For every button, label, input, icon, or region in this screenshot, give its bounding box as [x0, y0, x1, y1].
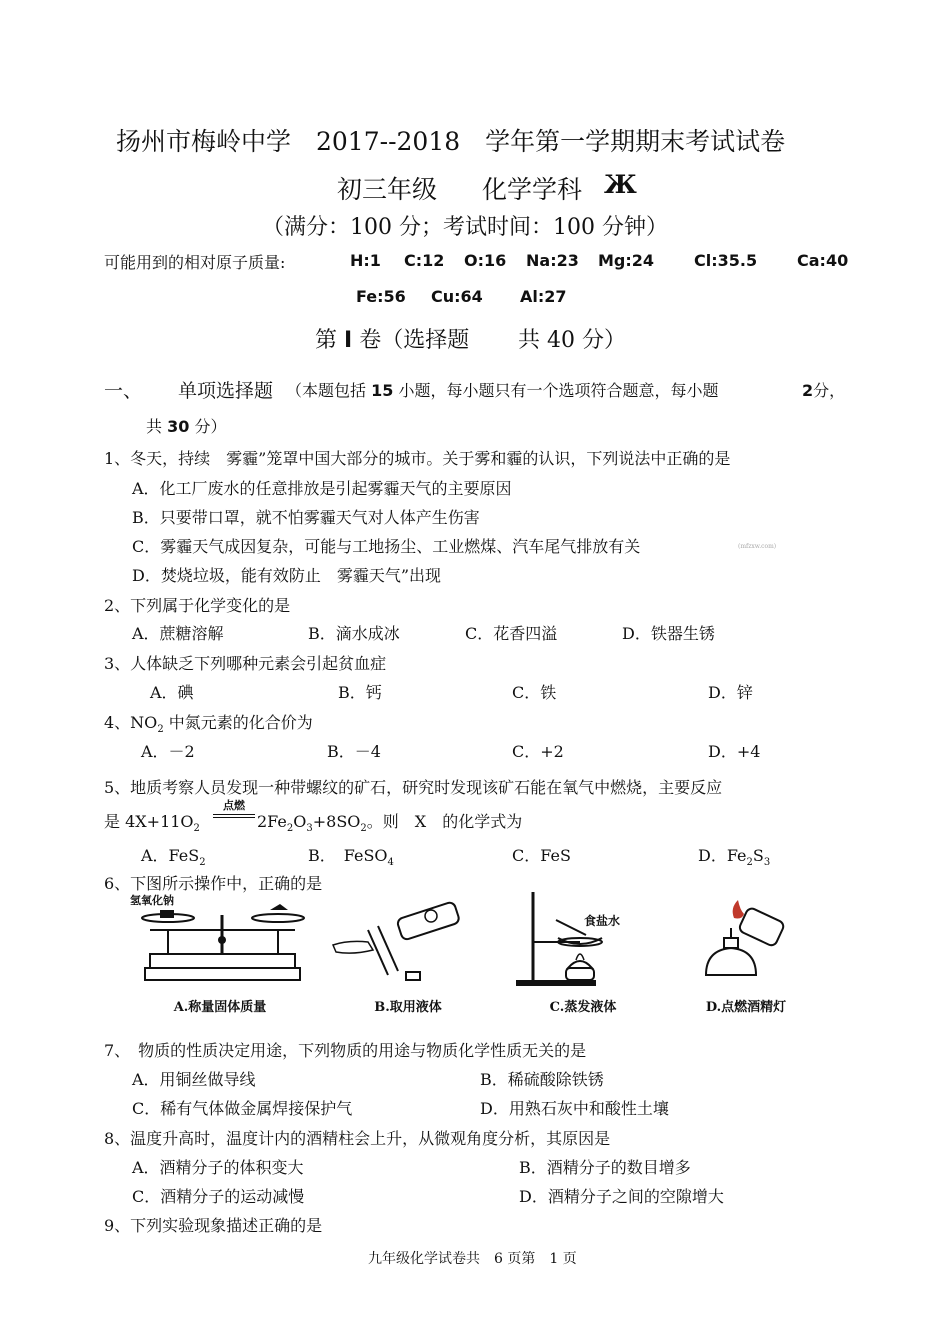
subject-label: 化学学科 — [482, 175, 583, 204]
q1-stem: 1、冬天，持续 雾霾”笼罩中国大部分的城市。关于雾和霾的认识，下列说法中正确的是 — [104, 449, 731, 468]
section-total: 共 40 分） — [518, 328, 626, 353]
q3-stem: 3、人体缺乏下列哪种元素会引起贫血症 — [104, 654, 387, 673]
header-mark: Ж — [604, 170, 637, 199]
section-title: 第 I 卷（选择题 — [315, 328, 470, 353]
grade-label: 初三年级 — [337, 175, 438, 204]
pour-liquid-icon — [328, 890, 488, 990]
part-name: 单项选择题 — [178, 380, 274, 402]
atomic-mass-al: Al:27 — [520, 287, 567, 306]
atomic-mass-c: C:12 — [404, 251, 445, 270]
q3-option-c: C．铁 — [512, 683, 557, 702]
q7-option-b: B．稀硫酸除铁锈 — [480, 1070, 604, 1089]
q6-image-b — [328, 890, 488, 1015]
q5-option-d: D．$Fe_2S_3$ — [698, 846, 771, 869]
q1-option-a: A．化工厂废水的任意排放是引起雾霾天气的主要原因 — [132, 479, 512, 498]
q4-option-a: A．－2 — [141, 742, 195, 761]
q6-stem: 6、下图所示操作中，正确的是 — [104, 874, 323, 893]
q2-option-a: A．蔗糖溶解 — [132, 624, 224, 643]
exam-info: （满分：100 分；考试时间：100 分钟） — [262, 215, 668, 240]
q7-option-d: D．用熟石灰中和酸性土壤 — [480, 1099, 669, 1118]
part-total: 共 30 分） — [146, 417, 227, 436]
q2-option-b: B．滴水成冰 — [308, 624, 400, 643]
q6-image-a-label: 氢氧化钠 — [130, 894, 174, 907]
q3-option-b: B．钙 — [338, 683, 382, 702]
q5-option-c: C．FeS — [512, 846, 571, 865]
q3-option-a: A．碘 — [150, 683, 194, 702]
q5-equation-products: $2Fe_2O_3+8SO_2$。则 X 的化学式为 — [257, 812, 523, 835]
evaporation-stand-icon — [508, 890, 658, 990]
part-description: （本题包括 15 小题，每小题只有一个选项符合题意，每小题 — [286, 381, 719, 400]
q1-option-c: C．雾霾天气成因复杂，可能与工地扬尘、工业燃煤、汽车尾气排放有关 — [132, 537, 641, 556]
q7-option-c: C．稀有气体做金属焊接保护气 — [132, 1099, 353, 1118]
part-points: 2分， — [802, 381, 846, 400]
q7-stem: 7、 物质的性质决定用途，下列物质的用途与物质化学性质无关的是 — [104, 1041, 587, 1060]
q6-image-a — [130, 890, 310, 1015]
part-number: 一、 — [104, 380, 143, 402]
q8-option-b: B．酒精分子的数目增多 — [519, 1158, 691, 1177]
q5-stem: 5、地质考察人员发现一种带螺纹的矿石，研究时发现该矿石能在氧气中燃烧，主要反应 — [104, 778, 723, 797]
q6-caption-a: A.称量固体质量 — [173, 1000, 267, 1015]
q8-option-d: D．酒精分子之间的空隙增大 — [519, 1187, 724, 1206]
q6-caption-b: B.取用液体 — [374, 1000, 442, 1015]
atomic-mass-mg: Mg:24 — [598, 251, 655, 270]
exam-title: 扬州市梅岭中学 2017--2018 学年第一学期期末考试试卷 — [116, 127, 786, 156]
atomic-mass-h: H:1 — [350, 251, 381, 270]
q7-option-a: A．用铜丝做导线 — [132, 1070, 256, 1089]
atomic-mass-cu: Cu:64 — [431, 287, 483, 306]
watermark-text: (mfzxw.com) — [738, 543, 777, 550]
q1-option-d: D．焚烧垃圾，能有效防止 雾霾天气”出现 — [132, 566, 442, 585]
q3-option-d: D．锌 — [708, 683, 753, 702]
q6-image-d — [676, 890, 816, 1015]
q2-option-d: D．铁器生锈 — [622, 624, 715, 643]
atomic-mass-na: Na:23 — [526, 251, 579, 270]
q2-stem: 2、下列属于化学变化的是 — [104, 596, 291, 615]
q6-image-c — [508, 890, 658, 1015]
q4-stem: 4、$NO_2$ 中氮元素的化合价为 — [104, 713, 313, 736]
q6-caption-d: D.点燃酒精灯 — [705, 1000, 787, 1015]
q1-option-b: B．只要带口罩，就不怕雾霾天气对人体产生伤害 — [132, 508, 480, 527]
alcohol-lamp-icon — [676, 890, 816, 990]
q5-option-b: B． FeSO$_4$ — [308, 846, 394, 869]
atomic-mass-label: 可能用到的相对原子质量: — [104, 253, 286, 272]
q2-option-c: C．花香四溢 — [465, 624, 558, 643]
q9-stem: 9、下列实验现象描述正确的是 — [104, 1216, 323, 1235]
q5-equation: 是 $4X+11O_2$ — [104, 812, 200, 835]
q5-option-a: A．FeS$_2$ — [141, 846, 206, 869]
atomic-mass-fe: Fe:56 — [356, 287, 406, 306]
atomic-mass-cl: Cl:35.5 — [694, 251, 758, 270]
q4-option-b: B．－4 — [327, 742, 381, 761]
q4-option-c: C．+2 — [512, 742, 564, 761]
q8-option-c: C．酒精分子的运动减慢 — [132, 1187, 305, 1206]
q8-option-a: A．酒精分子的体积变大 — [132, 1158, 304, 1177]
page-footer: 九年级化学试卷共 6 页第 1 页 — [368, 1251, 577, 1267]
q4-option-d: D．+4 — [708, 742, 761, 761]
q6-caption-c: C.蒸发液体 — [549, 1000, 617, 1015]
q5-reaction-condition: 点燃 — [213, 797, 255, 818]
q8-stem: 8、温度升高时，温度计内的酒精柱会上升，从微观角度分析，其原因是 — [104, 1129, 611, 1148]
atomic-mass-o: O:16 — [464, 251, 507, 270]
q6-image-c-label: 食盐水 — [584, 914, 621, 928]
atomic-mass-ca: Ca:40 — [797, 251, 849, 270]
